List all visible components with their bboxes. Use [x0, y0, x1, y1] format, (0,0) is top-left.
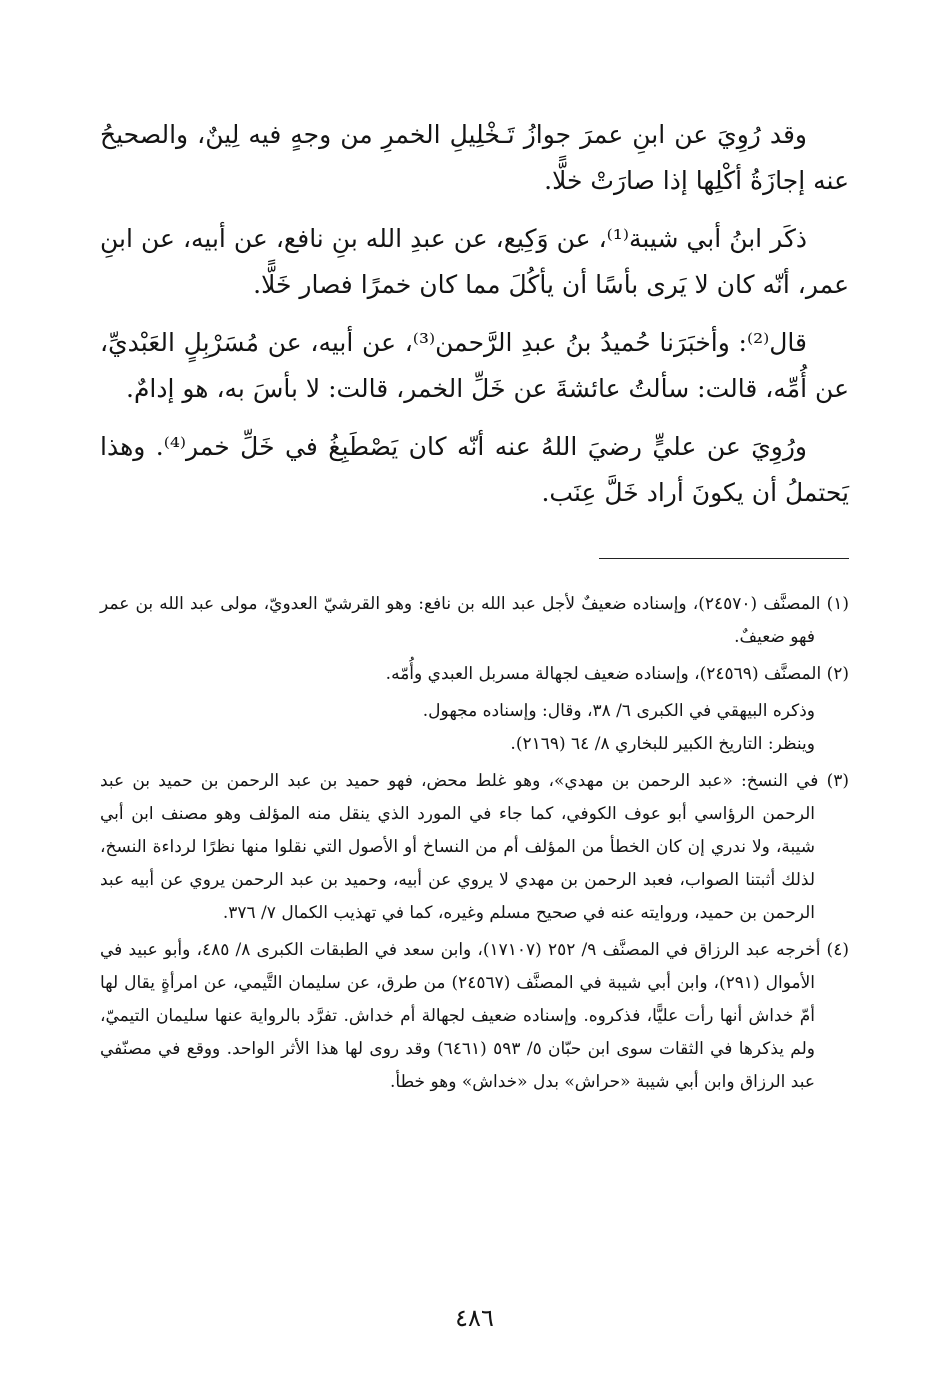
footnote-2-line-3: وينظر: التاريخ الكبير للبخاري ٨/ ٦٤ (٢١٦٩). [510, 734, 815, 754]
footnote-2-line-2: وذكره البيهقي في الكبرى ٦/ ٣٨، وقال: وإسناده مجهول. [422, 701, 815, 721]
paragraph-2: ذكَر ابنُ أبي شيبة⁽¹⁾، عن وَكِيع، عن عبدِ الله بنِ نافع، عن أبيه، عن ابنِ عمر، أنّه كان لا يَرى بأسًا أن يأكُلَ مما كان خمرًا فصار خَلًّا. [100, 224, 849, 299]
main-text [100, 112, 849, 528]
footnote-1: (١) المصنَّف (٢٤٥٧٠)، وإسناده ضعيفٌ لأجل عبد الله بن نافع: وهو القرشيّ العدويّ، مولى عبد الله بن عمر فهو ضعيفٌ. [100, 594, 849, 647]
paragraph-3: قال⁽²⁾: وأخبَرَنا حُميدُ بنُ عبدِ الرَّحمن⁽³⁾، عن أبيه، عن مُسَرْبِلٍ العَبْديِّ، عن أُمِّه، قالت: سألتُ عائشةَ عن خَلِّ الخمر، قالت: لا بأسَ به، هو إدامٌ. [100, 328, 849, 403]
footnotes [100, 588, 849, 1103]
paragraph-1: وقد رُوِيَ عن ابنِ عمرَ جوازُ تَـخْلِيلِ الخمرِ من وجهٍ فيه لِينٌ، والصحيحُ عنه إجازَةُ أكْلِها إذا صارَتْ خلًّا. [100, 120, 849, 195]
footnote-3: (٣) في النسخ: «عبد الرحمن بن مهدي»، وهو غلط محض، فهو حميد بن عبد الرحمن بن حميد بن عبد الرحمن الرؤاسي أبو عوف الكوفي، كما جاء في المورد الذي ينقل منه المؤلف وهو مصنف ابن أبي شيبة، ولا ندري إن كان الخطأ من المؤلف أم من النساخ أو الأصول التي نقلوا منها نظرًا لرداءة النسخ، لذلك أثبتنا الصواب، فعبد الرحمن بن مهدي لا يروي عن أبيه، وحميد بن عبد الرحمن يروي عن أبيه عبد الرحمن بن حميد، وروايته عنه في صحيح مسلم وغيره، كما في تهذيب الكمال ٧/ ٣٧٦. [100, 771, 849, 923]
footnote-2: (٢) المصنَّف (٢٤٥٦٩)، وإسناده ضعيف لجهالة مسربل العبدي وأُمّه. [385, 664, 849, 684]
page-number: ٤٨٦ [455, 1304, 494, 1332]
book-page [100, 0, 849, 1381]
footnote-4: (٤) أخرجه عبد الرزاق في المصنَّف ٩/ ٢٥٢ (١٧١٠٧)، وابن سعد في الطبقات الكبرى ٨/ ٤٨٥، وأبو عبيد في الأموال (٢٩١)، وابن أبي شيبة في المصنَّف (٢٤٥٦٧) من طرق، عن سليمان التَّيمي، عن امرأةٍ يقال لها أمّ خداش أنها رأت عليًّا، فذكروه. وإسناده ضعيف لجهالة أم خداش. تفرَّد بالرواية عنها سليمان التيميّ، ولم يذكرها في الثقات سوى ابن حبّان ٥/ ٥٩٣ (٦٤٦١) وقد روى لها هذا الأثر الواحد. ووقع في مصنّفي عبد الرزاق وابن أبي شيبة «حراش» بدل «خداش» وهو خطأ. [100, 940, 849, 1092]
paragraph-4: ورُوِيَ عن عليٍّ رضيَ اللهُ عنه أنّه كان يَصْطَبِغُ في خَلِّ خمر⁽⁴⁾. وهذا يَحتملُ أن يكونَ أراد خَلَّ عِنَب. [100, 432, 849, 507]
footnote-separator [599, 558, 849, 559]
